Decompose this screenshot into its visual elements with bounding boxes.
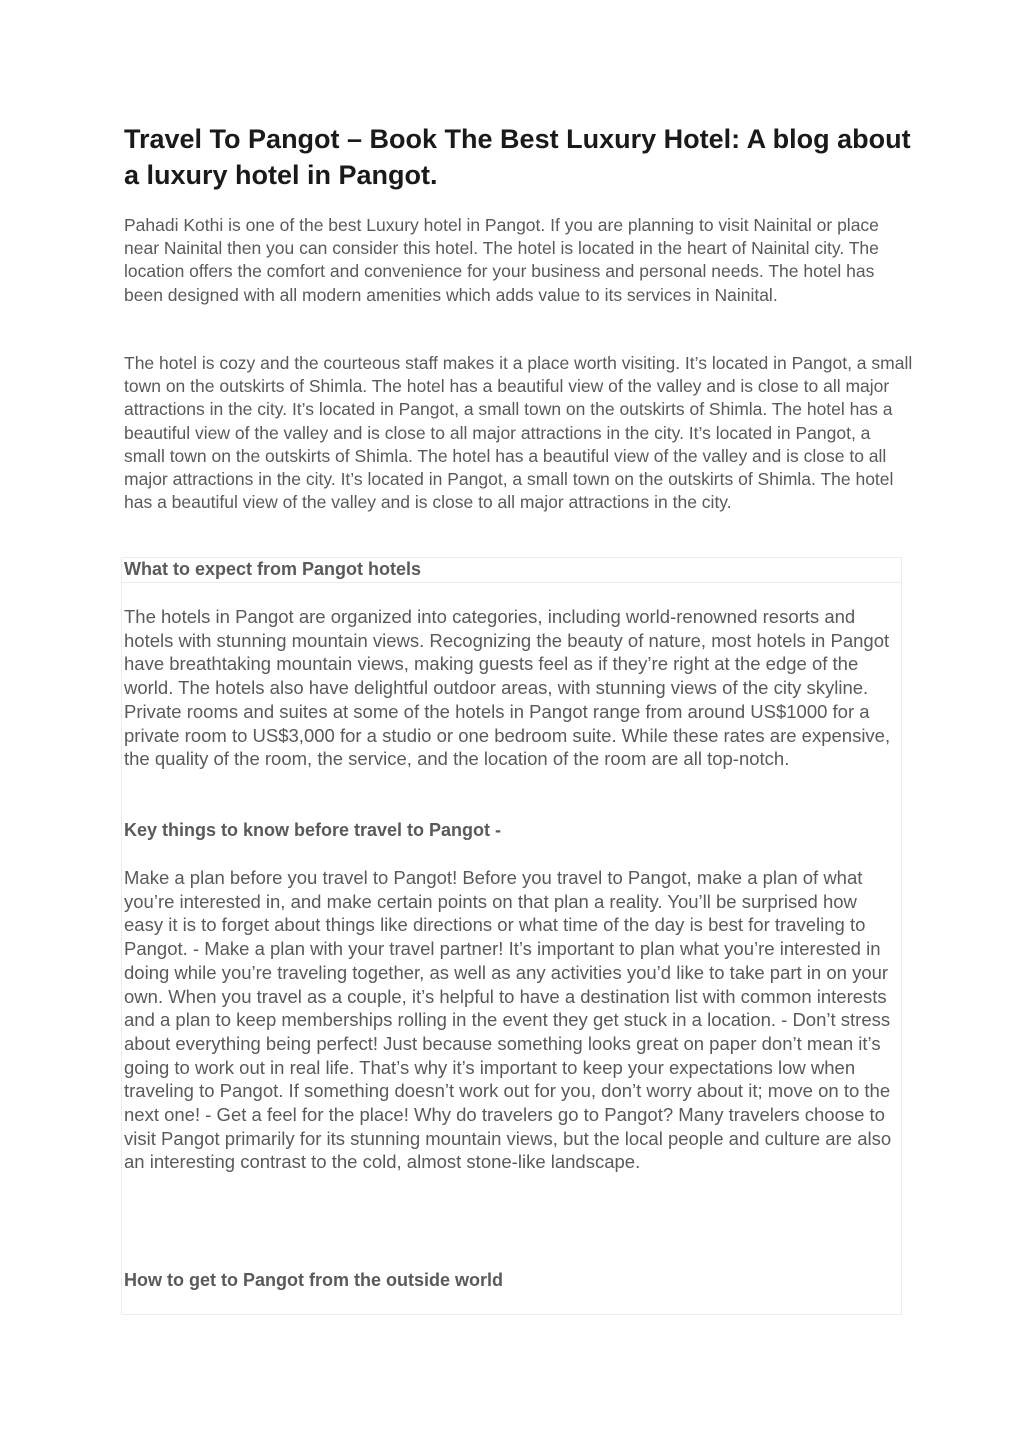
- intro-paragraph: Pahadi Kothi is one of the best Luxury hotel in Pangot. If you are planning to visit Nainital or place near Nainital then you can consider this hotel. The hotel is located in the heart of Nainital city. The location offers the comfort and convenience for your business and personal needs. The hotel has been designed with all modern amenities which adds value to its services in Nainital.: [124, 215, 879, 305]
- heading-what-to-expect: What to expect from Pangot hotels: [124, 559, 422, 579]
- section-divider: [122, 582, 901, 583]
- cozy-paragraph: The hotel is cozy and the courteous staff makes it a place worth visiting. It’s located in Pangot, a small town on the outskirts of Shimla. The hotel has a beautiful view of the valley and is close to all major attractions in the city. It’s located in Pangot, a small town on the outskirts of Shimla. The hotel has a beautiful view of the valley and is close to all major attractions in the city. It’s located in Pangot, a small town on the outskirts of Shimla. The hotel has a beautiful view of the valley and is close to all major attractions in the city. It’s located in Pangot, a small town on the outskirts of Shimla. The hotel has a beautiful view of the valley and is close to all major attractions in the city.: [124, 353, 913, 513]
- heading-how-to-get: How to get to Pangot from the outside world: [124, 1270, 503, 1290]
- categories-paragraph: The hotels in Pangot are organized into categories, including world-renowned resorts and hotels with stunning mountain views. Recognizing the beauty of nature, most hotels in Pangot have breathtaking mountain views, making guests feel as if they’re right at the edge of the world. The hotels also have delightful outdoor areas, with stunning views of the city skyline. Private rooms and suites at some of the hotels in Pangot range from around US$1000 for a private room to US$3,000 for a studio or one bedroom suite. While these rates are expensive, the quality of the room, the service, and the location of the room are all top-notch.: [124, 606, 891, 770]
- plan-paragraph: Make a plan before you travel to Pangot! Before you travel to Pangot, make a plan of what you’re interested in, and make certain points on that plan a reality. You’ll be surprised how easy it is to forget about things like directions or what time of the day is best for traveling to Pangot. - Make a plan with your travel partner! It’s important to plan what you’re interested in doing while you’re traveling together, as well as any activities you’d like to take part in on your own. When you travel as a couple, it’s helpful to have a destination list with common interests and a plan to keep memberships rolling in the event they get stuck in a location. - Don’t stress about everything being perfect! Just because something looks great on paper don’t mean it’s going to work out in real life. That’s why it’s important to keep your expectations low when traveling to Pangot. If something doesn’t work out for you, don’t worry about it; move on to the next one! - Get a feel for the place! Why do travelers go to Pangot? Many travelers choose to visit Pangot primarily for its stunning mountain views, but the local people and culture are also an interesting contrast to the cold, almost stone-like landscape.: [124, 867, 892, 1173]
- heading-key-things: Key things to know before travel to Pangot -: [124, 820, 502, 840]
- page-title: Travel To Pangot – Book The Best Luxury Hotel: A blog about a luxury hotel in Pangot.: [124, 124, 911, 190]
